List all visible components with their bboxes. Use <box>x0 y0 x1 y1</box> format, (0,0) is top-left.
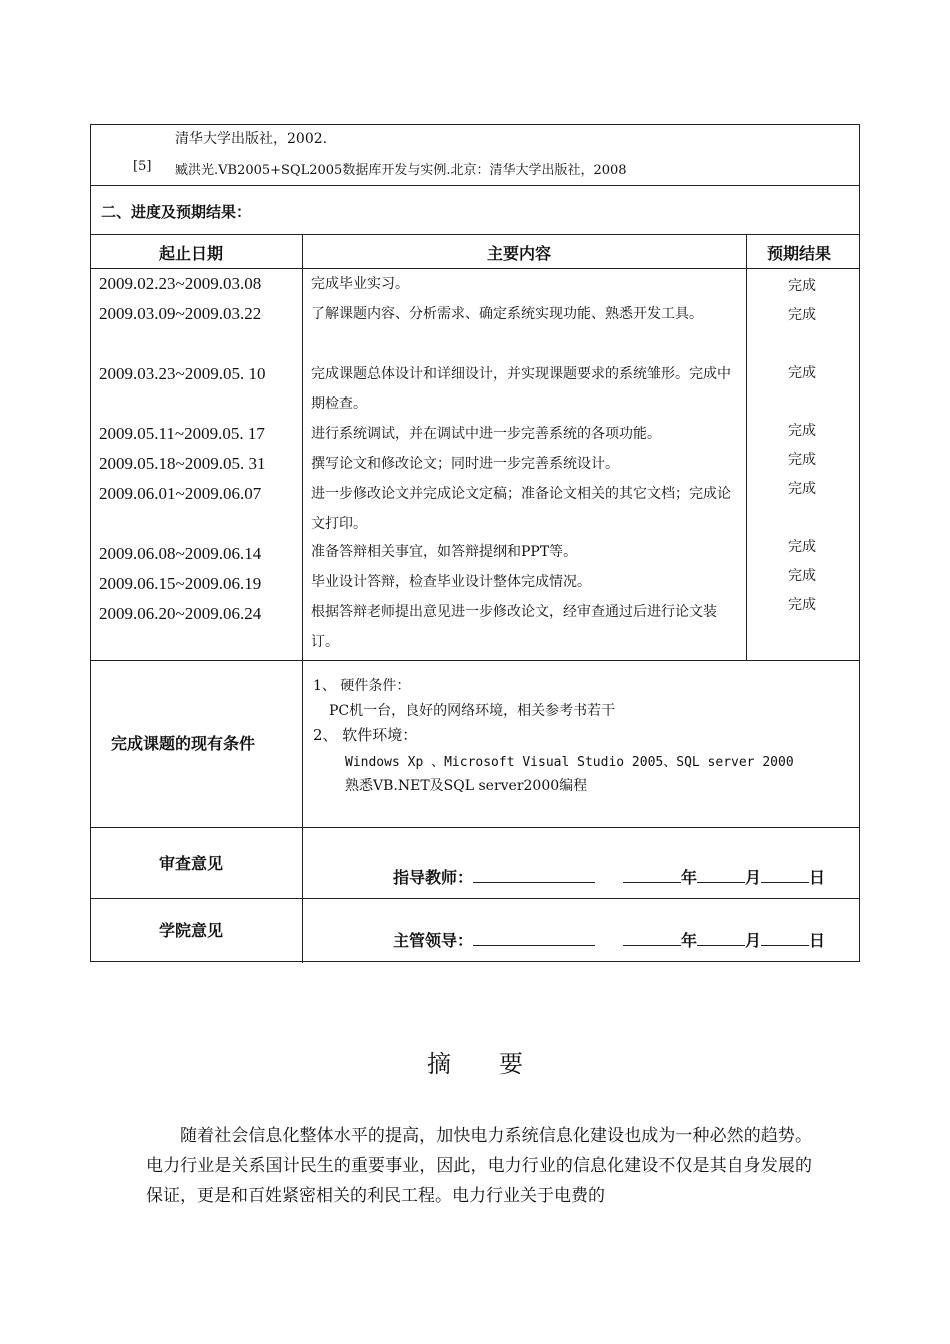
schedule-content: 完成毕业实习。 <box>311 276 409 292</box>
software-detail: Windows Xp 、Microsoft Visual Studio 2005、SQL server 2000 <box>345 755 794 770</box>
year-label: 年 <box>681 931 698 950</box>
schedule-result: 完成 <box>788 568 816 584</box>
college-label: 学院意见 <box>159 921 224 940</box>
schedule-content: 进一步修改论文并完成论文定稿；准备论文相关的其它文档；完成论文打印。 <box>311 486 731 532</box>
year-blank <box>623 866 681 883</box>
schedule-date: 2009.02.23~2009.03.08 <box>99 274 262 293</box>
schedule-content: 撰写论文和修改论文；同时进一步完善系统设计。 <box>311 456 619 472</box>
abstract-body <box>146 1121 812 1211</box>
schedule-result: 完成 <box>788 423 816 439</box>
software-skills: 熟悉VB.NET及SQL server2000编程 <box>345 778 588 794</box>
month-label: 月 <box>745 868 762 887</box>
year-blank <box>623 929 681 946</box>
schedule-date: 2009.06.08~2009.06.14 <box>99 544 262 563</box>
year-label: 年 <box>681 868 698 887</box>
schedule-content: 根据答辩老师提出意见进一步修改论文，经审查通过后进行论文装订。 <box>311 604 717 650</box>
schedule-date: 2009.06.15~2009.06.19 <box>99 574 262 593</box>
column-divider <box>302 234 303 963</box>
abstract-paragraph: 随着社会信息化整体水平的提高，加快电力系统信息化建设也成为一种必然的趋势。电力行业是关系国计民生的重要事业，因此，电力行业的信息化建设不仅是其自身发展的保证，更是和百姓紧密相关的利民工程。电力行业关于电费的 <box>146 1126 812 1206</box>
schedule-result: 完成 <box>788 365 816 381</box>
schedule-content: 毕业设计答辩，检查毕业设计整体完成情况。 <box>311 574 591 590</box>
section-2-title: 二、进度及预期结果： <box>101 203 252 221</box>
schedule-content: 了解课题内容、分析需求、确定系统实现功能、熟悉开发工具。 <box>311 306 703 322</box>
schedule-date: 2009.06.20~2009.06.24 <box>99 604 262 623</box>
header-content: 主要内容 <box>487 244 552 263</box>
schedule-result: 完成 <box>788 539 816 555</box>
day-blank <box>761 866 809 883</box>
divider <box>91 898 859 899</box>
conditions-label: 完成课题的现有条件 <box>111 734 256 753</box>
schedule-date: 2009.05.18~2009.05. 31 <box>99 454 266 473</box>
month-blank <box>697 866 745 883</box>
reference-4-tail: 清华大学出版社，2002. <box>175 131 328 147</box>
software-title: 2、 软件环境： <box>313 726 418 744</box>
schedule-date: 2009.03.09~2009.03.22 <box>99 304 262 323</box>
schedule-content: 准备答辩相关事宜，如答辩提纲和PPT等。 <box>311 544 578 560</box>
month-label: 月 <box>745 931 762 950</box>
schedule-content: 完成课题总体设计和详细设计，并实现课题要求的系统雏形。完成中期检查。 <box>311 366 731 412</box>
schedule-result: 完成 <box>788 481 816 497</box>
divider <box>91 185 859 186</box>
schedule-result: 完成 <box>788 307 816 323</box>
header-result: 预期结果 <box>767 244 832 263</box>
schedule-date: 2009.06.01~2009.06.07 <box>99 484 262 503</box>
schedule-content: 进行系统调试，并在调试中进一步完善系统的各项功能。 <box>311 426 661 442</box>
signature-blank <box>473 929 595 946</box>
review-label: 审查意见 <box>159 854 224 873</box>
schedule-result: 完成 <box>788 452 816 468</box>
abstract-title: 摘要 <box>427 1050 571 1078</box>
hardware-detail: PC机一台，良好的网络环境，相关参考书若干 <box>329 703 616 719</box>
leader-signature-line <box>393 928 825 951</box>
reference-5-number: [5] <box>133 159 152 174</box>
schedule-date: 2009.05.11~2009.05. 17 <box>99 424 265 443</box>
day-label: 日 <box>809 868 826 887</box>
column-divider <box>746 234 747 660</box>
schedule-date: 2009.03.23~2009.05. 10 <box>99 364 266 383</box>
divider <box>91 827 859 828</box>
proposal-form-table <box>90 124 860 962</box>
day-blank <box>761 929 809 946</box>
header-date: 起止日期 <box>159 244 224 263</box>
divider <box>91 234 859 235</box>
leader-label: 主管领导： <box>393 931 474 950</box>
month-blank <box>697 929 745 946</box>
day-label: 日 <box>809 931 826 950</box>
schedule-result: 完成 <box>788 597 816 613</box>
schedule-result: 完成 <box>788 278 816 294</box>
divider <box>91 660 859 661</box>
advisor-signature-line <box>393 865 825 888</box>
signature-blank <box>473 866 595 883</box>
hardware-title: 1、 硬件条件： <box>313 678 411 694</box>
advisor-label: 指导教师： <box>393 868 474 887</box>
reference-5: 臧洪光.VB2005+SQL2005数据库开发与实例.北京：清华大学出版社，2008 <box>175 163 627 178</box>
